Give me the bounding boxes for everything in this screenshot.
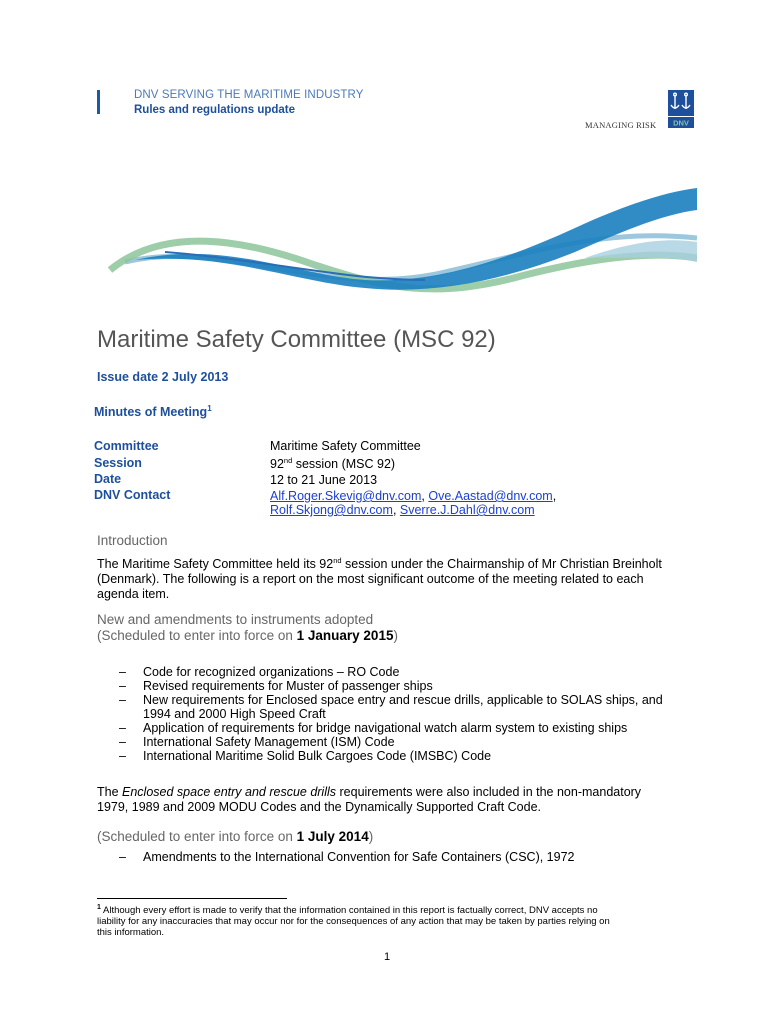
contact-email-link[interactable]: Ove.Aastad@dnv.com: [428, 489, 553, 503]
contact-email-link[interactable]: Sverre.J.Dahl@dnv.com: [399, 503, 535, 517]
note-line: 1979, 1989 and 2009 MODU Codes and the Dynamically Supported Craft Code.: [97, 800, 542, 814]
list-item: [119, 679, 699, 693]
session-label: Session: [94, 456, 142, 470]
item-text: Amendments to the International Convention for Safe Containers (CSC), 1972: [143, 850, 575, 864]
separator: ,: [421, 489, 429, 503]
session-number: 92: [270, 457, 284, 472]
footnote-line: liability for any inaccuracies that may occur nor for the consequences of any action that may be taken by parties relying on: [97, 916, 610, 928]
contact-line-2: [270, 503, 535, 517]
session-text: session (MSC 92): [292, 457, 396, 472]
july-list: [119, 850, 699, 864]
note-text: requirements were also included in the non-mandatory: [336, 785, 642, 799]
separator: ,: [552, 489, 557, 503]
session-value: [270, 456, 395, 471]
list-item: [119, 735, 699, 749]
committee-label: Committee: [94, 439, 159, 453]
note-emphasis: Enclosed space entry and rescue drills: [122, 785, 337, 799]
dnv-logo: [583, 88, 695, 132]
separator: ,: [392, 503, 400, 517]
adopted-schedule: [97, 628, 398, 643]
footnote-text: Although every effort is made to verify that the information contained in this report is factually correct, DNV accepts no: [100, 905, 598, 917]
footnote-ref[interactable]: 1: [207, 404, 212, 413]
item-text: New requirements for Enclosed space entry and rescue drills, applicable to SOLAS ships, and: [143, 693, 663, 707]
schedule-date: 1 July 2014: [296, 829, 369, 844]
intro-line: [97, 553, 697, 572]
minutes-heading: [94, 404, 212, 419]
adopted-heading: New and amendments to instruments adopted: [97, 612, 374, 627]
contact-line-1: [270, 489, 556, 503]
contact-email-link[interactable]: Alf.Roger.Skevig@dnv.com: [270, 489, 422, 503]
item-text: 1994 and 2000 High Speed Craft: [143, 707, 326, 721]
footnote: [97, 902, 687, 938]
list-item: [119, 749, 699, 763]
list-item: [119, 850, 699, 864]
committee-value: Maritime Safety Committee: [270, 439, 421, 453]
header-subtitle: Rules and regulations update: [134, 104, 296, 116]
dash-bullet: –: [119, 693, 126, 707]
logo-tagline: MANAGING RISK: [585, 120, 657, 130]
item-text: Revised requirements for Muster of passenger ships: [143, 679, 433, 693]
footnote-divider: [97, 898, 287, 899]
page-number: 1: [384, 951, 391, 963]
dash-bullet: –: [119, 850, 126, 864]
schedule-date: 1 January 2015: [296, 628, 394, 643]
page-title: Maritime Safety Committee (MSC 92): [97, 326, 496, 353]
note-text: The: [97, 785, 123, 799]
footnote-number: 1: [97, 904, 101, 911]
list-item: [119, 721, 699, 735]
logo-brand: DNV: [673, 118, 689, 128]
intro-heading: Introduction: [97, 533, 168, 548]
date-value: 12 to 21 June 2013: [270, 473, 378, 487]
dash-bullet: –: [119, 665, 126, 679]
item-text: Code for recognized organizations – RO Code: [143, 665, 400, 679]
schedule-text: (Scheduled to enter into force on: [97, 829, 297, 844]
header-accent-bar: [97, 90, 100, 114]
ordinal: nd: [333, 556, 342, 565]
intro-line: (Denmark). The following is a report on the most significant outcome of the meeting related to each: [97, 572, 644, 587]
session-ordinal: nd: [283, 456, 293, 465]
intro-text: session under the Chairmanship of Mr Christian Breinholt: [341, 557, 662, 572]
decorative-waves: [105, 180, 697, 310]
dash-bullet: –: [119, 749, 126, 763]
intro-line: agenda item.: [97, 587, 170, 602]
contact-label: DNV Contact: [94, 488, 171, 502]
schedule-text: ): [393, 628, 398, 643]
intro-text: The Maritime Safety Committee held its 92: [97, 557, 334, 572]
footnote-line: this information.: [97, 927, 165, 939]
list-item: [119, 693, 699, 721]
july-schedule: [97, 829, 373, 844]
note-line: [97, 785, 697, 800]
dash-bullet: –: [119, 735, 126, 749]
minutes-label: Minutes of Meeting: [94, 405, 208, 420]
item-text: International Maritime Solid Bulk Cargoes Code (IMSBC) Code: [143, 749, 492, 763]
date-label: Date: [94, 472, 122, 486]
adopted-list: [119, 665, 699, 763]
list-item: [119, 665, 699, 679]
footnote-line: [97, 902, 687, 916]
dnv-emblem-icon: [668, 90, 694, 128]
schedule-text: ): [368, 829, 374, 844]
enclosed-space-note: [97, 785, 697, 815]
issue-date: Issue date 2 July 2013: [97, 370, 229, 384]
intro-paragraph: [97, 553, 697, 602]
header-top-line: DNV SERVING THE MARITIME INDUSTRY: [134, 89, 364, 101]
dash-bullet: –: [119, 679, 126, 693]
contact-email-link[interactable]: Rolf.Skjong@dnv.com: [270, 503, 393, 517]
item-text: International Safety Management (ISM) Code: [143, 735, 395, 749]
schedule-text: (Scheduled to enter into force on: [97, 628, 297, 643]
dash-bullet: –: [119, 721, 126, 735]
item-text: Application of requirements for bridge navigational watch alarm system to existing ships: [143, 721, 628, 735]
